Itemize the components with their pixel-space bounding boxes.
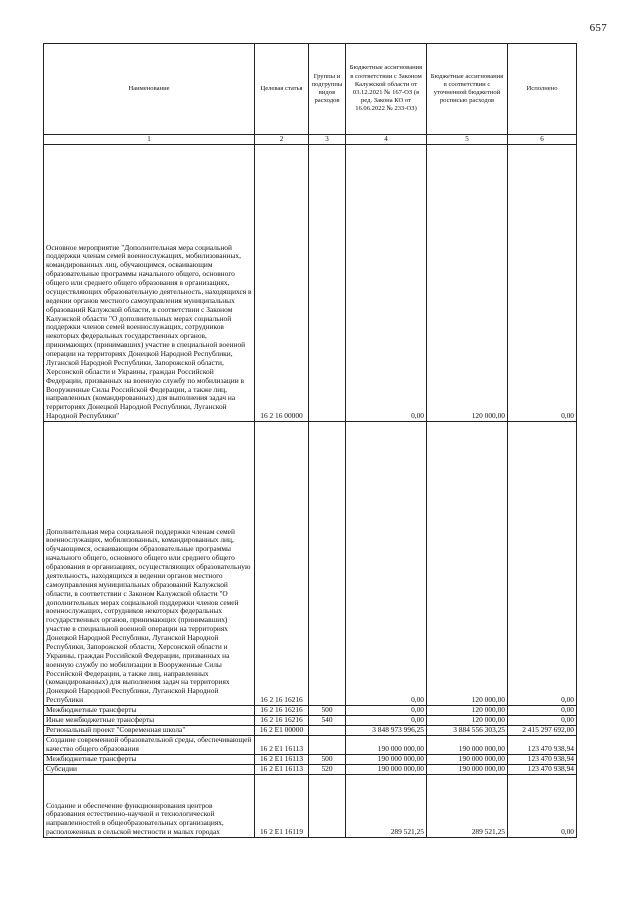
row-expense-group [309,716,346,726]
row-executed-text: 0,00 [561,411,574,421]
row-name-text: Иные межбюджетные трансферты [46,715,155,725]
row-executed-text: 0,00 [561,705,574,715]
row-law-allocation [346,736,427,755]
row-refined-allocation [427,716,508,726]
table-row [44,775,577,838]
row-target-item-text: 16 2 16 16216 [260,705,303,715]
row-law-allocation-text: 289 521,25 [390,827,424,837]
header-row [44,44,577,135]
table-body [44,145,577,838]
table-row [44,726,577,736]
row-target-item [255,145,309,422]
row-name-text: Региональный проект "Современная школа" [46,725,186,735]
row-law-allocation [346,755,427,765]
row-executed-text: 123 470 938,94 [527,754,574,764]
row-target-item-text: 16 2 E1 16113 [259,754,304,764]
column-number: 5 [427,135,508,145]
row-name [44,145,255,422]
row-name [44,422,255,706]
row-refined-allocation [427,765,508,775]
row-executed [508,726,577,736]
row-expense-group-text: 500 [321,705,333,715]
column-number: 1 [44,135,255,145]
row-law-allocation [346,765,427,775]
column-number: 3 [309,135,346,145]
table-row [44,145,577,422]
row-target-item [255,765,309,775]
row-target-item [255,736,309,755]
row-name-text: Дополнительная мера социальной поддержки членам семей военнослужащих, мобилизованных, командированных лиц, обучающимся, осваивающим образовательные программы начального общего, основного общего или среднего общего образования в организациях, осуществляющих образовательную деятельность, находящихся в ведении органов местного самоуправления муниципальных образований Калужской области, в соответствии с Законом Калужской области "О дополнительных мерах социальной поддержки членов семей военнослужащих, сотрудников некоторых федеральных государственных органов, принимающих (принимавших) участие в специальной военной операции на территориях Донецкой Народной Республики, Луганской Народной Республики, Запорожской области, Херсонской области и Украины, граждан Российской Федерации, призванных на военную службу по мобилизации в Вооруженные Силы Российской Федерации, а также лиц, направленных (командированных) для выполнения задач на территориях Донецкой Народной Республики, Луганской Народной Республики [46,526,251,705]
header-target-item: Целевая статья [255,44,309,135]
row-executed [508,765,577,775]
row-refined-allocation-text: 190 000 000,00 [458,754,505,764]
row-law-allocation-text: 0,00 [411,411,424,421]
header-name: Наименование [44,44,255,135]
table-row [44,706,577,716]
budget-table [43,43,577,838]
row-law-allocation-text: 3 848 973 996,25 [372,725,424,735]
row-name [44,706,255,716]
row-target-item-text: 16 2 16 00000 [260,411,303,421]
row-executed-text: 0,00 [561,715,574,725]
row-executed-text: 123 470 938,94 [527,764,574,774]
row-name-text: Создание современной образовательной среды, обеспечивающей качество общего образования [46,735,252,754]
row-refined-allocation-text: 289 521,25 [471,827,505,837]
column-number: 4 [346,135,427,145]
table-row [44,716,577,726]
row-name [44,755,255,765]
row-name [44,775,255,838]
row-law-allocation [346,706,427,716]
row-refined-allocation [427,755,508,765]
row-law-allocation-text: 0,00 [411,715,424,725]
row-refined-allocation-text: 120 000,00 [471,705,505,715]
row-executed-text: 123 470 938,94 [527,744,574,754]
row-law-allocation-text: 0,00 [411,695,424,705]
row-expense-group [309,755,346,765]
row-target-item-text: 16 2 16 16216 [260,715,303,725]
row-refined-allocation-text: 190 000 000,00 [458,764,505,774]
row-name [44,765,255,775]
row-executed [508,775,577,838]
row-law-allocation [346,726,427,736]
row-refined-allocation [427,422,508,706]
header-refined-allocations: Бюджетные ассигнования в соответствии с уточненной бюджетной росписью расходов [427,44,508,135]
row-expense-group-text: 520 [321,764,333,774]
row-law-allocation [346,145,427,422]
row-refined-allocation-text: 120 000,00 [471,411,505,421]
row-target-item [255,726,309,736]
row-name [44,736,255,755]
row-target-item [255,706,309,716]
row-refined-allocation-text: 190 000 000,00 [458,744,505,754]
row-executed [508,716,577,726]
header-law-allocations: Бюджетные ассигнования в соответствии с Законом Калужской области от 03.12.2021 № 167-ОЗ (в ред. Закона КО от 16.06.2022 № 233-ОЗ) [346,44,427,135]
row-executed [508,706,577,716]
table-row [44,422,577,706]
row-target-item-text: 16 2 E1 16113 [259,764,304,774]
row-law-allocation [346,716,427,726]
row-target-item [255,422,309,706]
row-law-allocation [346,775,427,838]
column-number-row [44,135,577,145]
row-expense-group [309,765,346,775]
row-expense-group [309,422,346,706]
row-name-text: Основное мероприятие "Дополнительная мера социальной поддержки членам семей военнослужащих, мобилизованных, командированных лиц, обучающимся, осваивающим образовательные программы начального общего, основного общего или среднего общего образования в организациях, осуществляющих образовательную деятельность, находящихся в ведении органов местного самоуправления муниципальных образований Калужской области, в соответствии с Законом Калужской области "О дополнительных мерах социальной поддержки членов семей военнослужащих, сотрудников некоторых федеральных государственных органов, принимающих (принимавших) участие в специальной военной операции на территориях Донецкой Народной Республики, Луганской Народной Республики, Запорожской области, Херсонской области и Украины, граждан Российской Федерации, призванных на военную службу по мобилизации в Вооруженные Силы Российской Федерации, а также лиц, направленных (командированных) для выполнения задач на территориях Донецкой Народной Республики, Луганской Народной Республики" [46,242,252,421]
row-name-text: Создание и обеспечение функционирования центров образования естественно-научной и технологической направленностей в общеобразовательных организациях, расположенных в сельской местности и малых городах [46,800,224,837]
row-expense-group [309,145,346,422]
row-name [44,726,255,736]
row-executed-text: 0,00 [561,827,574,837]
header-expense-group: Группы и подгруппы видов расходов [309,44,346,135]
row-name-text: Субсидии [46,764,78,774]
row-refined-allocation [427,726,508,736]
row-expense-group-text: 540 [321,715,333,725]
row-target-item-text: 16 2 E1 00000 [259,725,304,735]
row-name-text: Межбюджетные трансферты [46,754,137,764]
row-expense-group [309,726,346,736]
row-target-item [255,775,309,838]
row-executed [508,755,577,765]
row-target-item-text: 16 2 E1 16119 [259,827,304,837]
row-target-item-text: 16 2 E1 16113 [259,744,304,754]
row-executed [508,145,577,422]
table-row [44,755,577,765]
row-target-item [255,716,309,726]
row-refined-allocation [427,145,508,422]
row-target-item [255,755,309,765]
row-expense-group [309,736,346,755]
row-law-allocation-text: 190 000 000,00 [377,764,424,774]
row-refined-allocation-text: 120 000,00 [471,695,505,705]
row-refined-allocation [427,775,508,838]
column-number: 2 [255,135,309,145]
row-name-text: Межбюджетные трансферты [46,705,137,715]
header-executed: Исполнено [508,44,577,135]
row-executed [508,422,577,706]
row-name [44,716,255,726]
row-refined-allocation [427,706,508,716]
row-refined-allocation [427,736,508,755]
row-target-item-text: 16 2 16 16216 [260,695,303,705]
row-expense-group-text: 500 [321,754,333,764]
page-number: 657 [589,22,607,34]
row-expense-group [309,775,346,838]
row-law-allocation [346,422,427,706]
row-executed-text: 0,00 [561,695,574,705]
column-number: 6 [508,135,577,145]
row-refined-allocation-text: 3 884 556 303,25 [453,725,505,735]
table-row [44,736,577,755]
row-law-allocation-text: 190 000 000,00 [377,744,424,754]
row-law-allocation-text: 190 000 000,00 [377,754,424,764]
row-executed [508,736,577,755]
table-row [44,765,577,775]
row-refined-allocation-text: 120 000,00 [471,715,505,725]
row-expense-group [309,706,346,716]
row-executed-text: 2 415 297 692,00 [522,725,574,735]
row-law-allocation-text: 0,00 [411,705,424,715]
